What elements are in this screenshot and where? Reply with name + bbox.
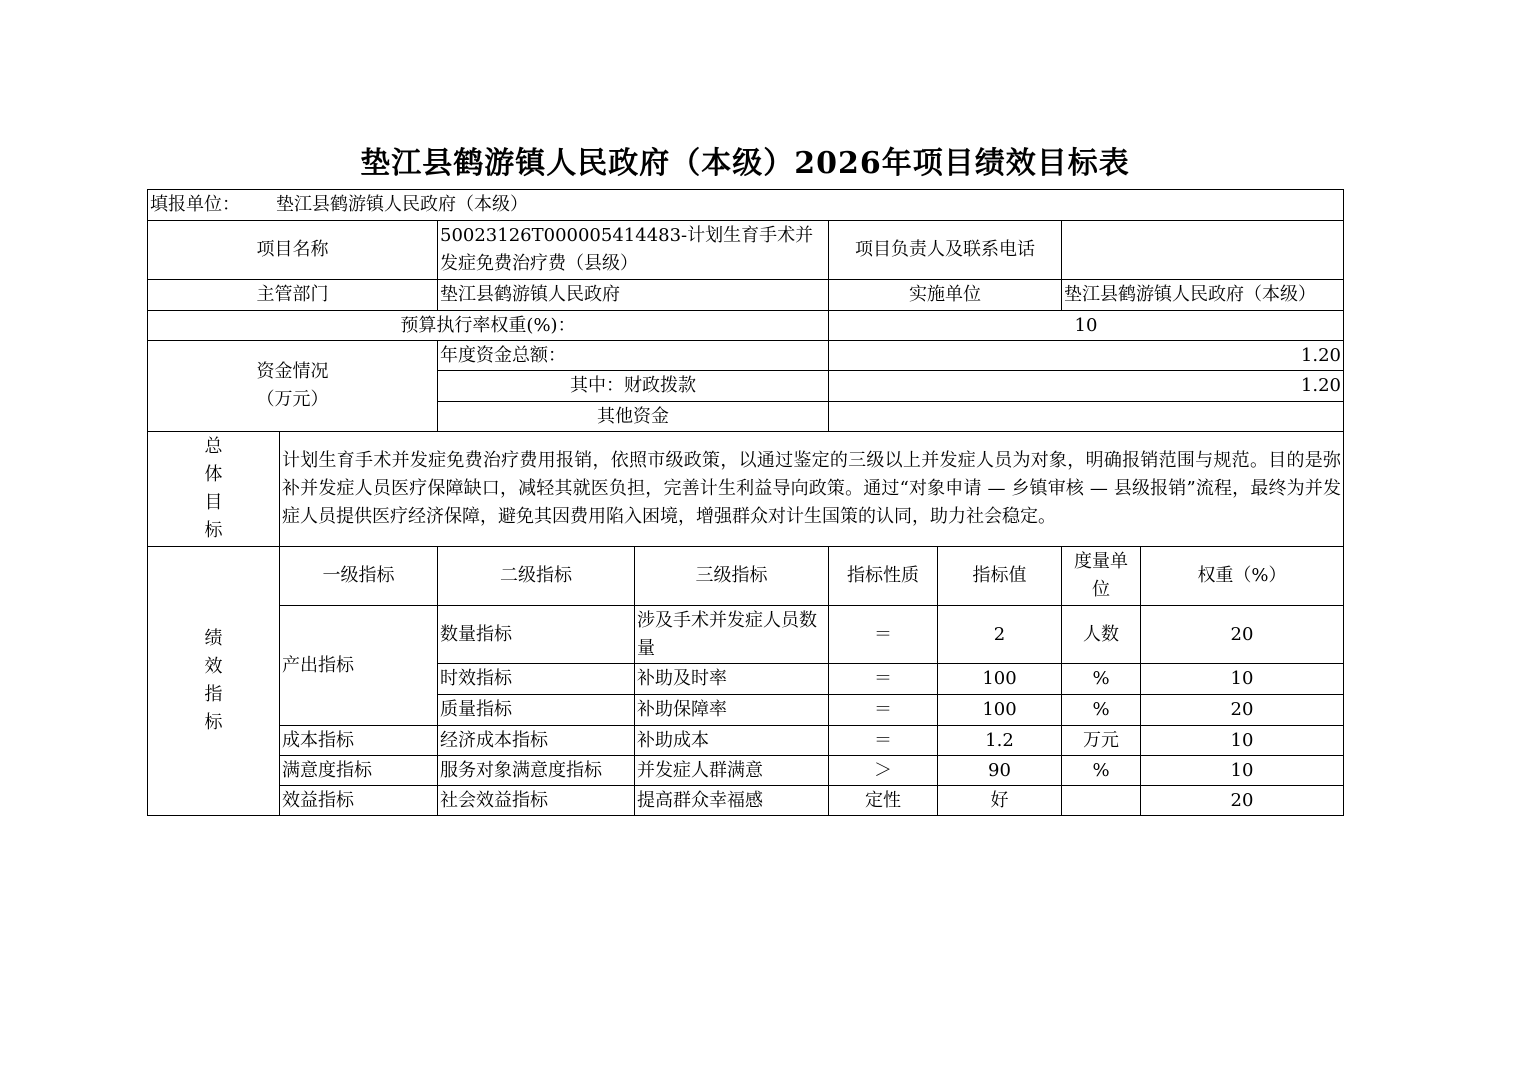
level2-cell: 质量指标 <box>438 695 635 726</box>
implementing-unit-value: 垫江县鹤游镇人民政府（本级） <box>1062 280 1344 311</box>
performance-target-table <box>147 189 1344 816</box>
project-name-value: 50023126T000005414483-计划生育手术并发症免费治疗费（县级） <box>438 221 829 280</box>
table-row <box>148 756 1344 786</box>
unit-cell: % <box>1062 664 1141 695</box>
value-cell: 90 <box>938 756 1062 786</box>
indicators-char: 效 <box>204 656 223 677</box>
level1-cell: 满意度指标 <box>280 756 438 786</box>
value-cell: 好 <box>938 786 1062 816</box>
table-row <box>148 786 1344 816</box>
level3-cell: 补助及时率 <box>635 664 829 695</box>
budget-rate-value: 10 <box>829 311 1344 341</box>
value-cell: 2 <box>938 606 1062 664</box>
output-indicator-label: 产出指标 <box>280 606 438 726</box>
project-contact-value <box>1062 221 1344 280</box>
header-unit: 度量单位 <box>1062 547 1141 606</box>
funds-label-line1: 资金情况 <box>256 361 329 382</box>
header-level3: 三级指标 <box>635 547 829 606</box>
nature-cell: ＝ <box>829 726 938 756</box>
level2-cell: 时效指标 <box>438 664 635 695</box>
level2-cell: 经济成本指标 <box>438 726 635 756</box>
value-cell: 100 <box>938 695 1062 726</box>
filler-label: 填报单位： <box>150 194 240 215</box>
header-level2: 二级指标 <box>438 547 635 606</box>
header-weight: 权重（%） <box>1141 547 1344 606</box>
header-nature: 指标性质 <box>829 547 938 606</box>
budget-rate-label: 预算执行率权重(%)： <box>148 311 829 341</box>
weight-cell: 10 <box>1141 726 1344 756</box>
funds-label-line2: （万元） <box>256 389 329 410</box>
level3-cell: 补助成本 <box>635 726 829 756</box>
weight-cell: 10 <box>1141 664 1344 695</box>
funds-fiscal-value: 1.20 <box>829 371 1344 402</box>
funds-fiscal-label: 其中：财政拨款 <box>438 371 829 402</box>
overall-goal-label <box>148 432 280 547</box>
overall-goal-char: 标 <box>204 520 223 541</box>
unit-cell: 万元 <box>1062 726 1141 756</box>
header-value: 指标值 <box>938 547 1062 606</box>
page-title: 垫江县鹤游镇人民政府（本级）2026年项目绩效目标表 <box>360 146 1130 181</box>
nature-cell: ＝ <box>829 695 938 726</box>
overall-goal-char: 总 <box>204 436 223 457</box>
level3-cell: 并发症人群满意 <box>635 756 829 786</box>
filler-value: 垫江县鹤游镇人民政府（本级） <box>276 194 528 215</box>
overall-goal-char: 体 <box>204 464 223 485</box>
value-cell: 100 <box>938 664 1062 695</box>
level3-cell: 补助保障率 <box>635 695 829 726</box>
indicators-label <box>148 547 280 816</box>
nature-cell: 定性 <box>829 786 938 816</box>
level1-cell: 效益指标 <box>280 786 438 816</box>
level3-cell: 提高群众幸福感 <box>635 786 829 816</box>
value-cell: 1.2 <box>938 726 1062 756</box>
funds-total-value: 1.20 <box>829 341 1344 371</box>
filler-row <box>148 190 1344 221</box>
project-contact-label: 项目负责人及联系电话 <box>829 221 1062 280</box>
funds-label <box>148 341 438 432</box>
table-row <box>148 606 1344 664</box>
table-row <box>148 726 1344 756</box>
level3-cell: 涉及手术并发症人员数量 <box>635 606 829 664</box>
overall-goal-char: 目 <box>204 492 223 513</box>
department-label: 主管部门 <box>148 280 438 311</box>
indicators-char: 绩 <box>204 628 223 649</box>
nature-cell: ＝ <box>829 606 938 664</box>
header-level1: 一级指标 <box>280 547 438 606</box>
funds-other-value <box>829 402 1344 432</box>
overall-goal-text: 计划生育手术并发症免费治疗费用报销，依照市级政策，以通过鉴定的三级以上并发症人员为对象，明确报销范围与规范。目的是弥补并发症人员医疗保障缺口，减轻其就医负担，完善计生利益导向政策。通过“对象申请 — 乡镇审核 — 县级报销”流程，最终为并发症人员提供医疗经济保障，避免其因费用陷入困境，增强群众对计生国策的认同，助力社会稳定。 <box>280 432 1344 547</box>
funds-other-label: 其他资金 <box>438 402 829 432</box>
funds-total-label: 年度资金总额： <box>438 341 829 371</box>
unit-cell: % <box>1062 695 1141 726</box>
indicators-char: 指 <box>204 684 223 705</box>
nature-cell: ＝ <box>829 664 938 695</box>
level2-cell: 社会效益指标 <box>438 786 635 816</box>
department-value: 垫江县鹤游镇人民政府 <box>438 280 829 311</box>
implementing-unit-label: 实施单位 <box>829 280 1062 311</box>
weight-cell: 20 <box>1141 606 1344 664</box>
level2-cell: 数量指标 <box>438 606 635 664</box>
unit-cell <box>1062 786 1141 816</box>
weight-cell: 20 <box>1141 695 1344 726</box>
unit-cell: % <box>1062 756 1141 786</box>
level1-cell: 成本指标 <box>280 726 438 756</box>
level2-cell: 服务对象满意度指标 <box>438 756 635 786</box>
project-name-label: 项目名称 <box>148 221 438 280</box>
nature-cell: ＞ <box>829 756 938 786</box>
weight-cell: 20 <box>1141 786 1344 816</box>
weight-cell: 10 <box>1141 756 1344 786</box>
indicators-char: 标 <box>204 712 223 733</box>
unit-cell: 人数 <box>1062 606 1141 664</box>
